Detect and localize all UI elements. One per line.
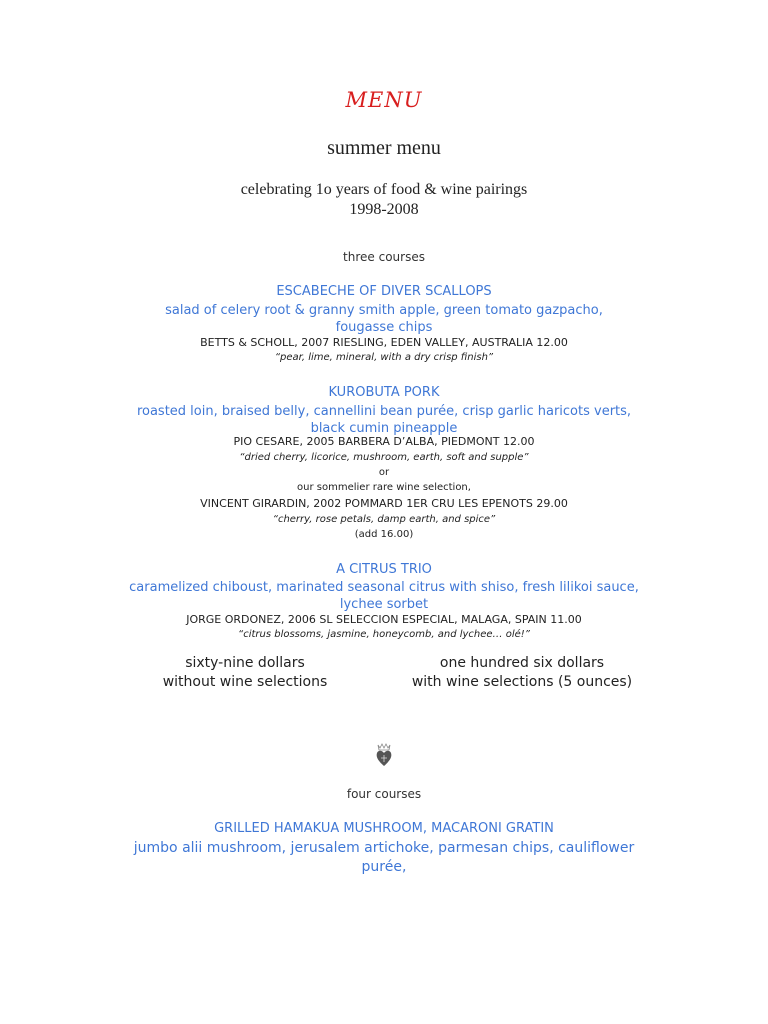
add-price: (add 16.00) [354,529,414,540]
dish-name: KUROBUTA PORK [328,385,440,400]
dish-description [0,403,768,437]
four-courses-heading: four courses [346,787,422,801]
tasting-note: “citrus blossoms, jasmine, honeycomb, and lychee… olé!” [238,629,530,640]
celebration-years: 1998-2008 [349,201,419,218]
dish-description-line: jumbo alii mushroom, jerusalem artichoke, parmesan chips, cauliflower [133,840,635,856]
menu-title: MENU [345,88,423,112]
price-amount: one hundred six dollars [439,655,605,671]
dish-description [0,302,768,336]
celebration-text: celebrating 1o years of food & wine pairings [240,181,528,198]
dish-name: ESCABECHE OF DIVER SCALLOPS [276,284,492,299]
tasting-note: “pear, lime, mineral, with a dry crisp finish” [274,352,494,363]
dish-name: A CITRUS TRIO [336,562,432,577]
wine-pairing: PIO CESARE, 2005 BARBERA D’ALBA, PIEDMONT 12.00 [233,435,535,448]
dish-description-line: lychee sorbet [339,597,429,612]
menu-subtitle: summer menu [327,137,441,159]
wine-pairing-rare: VINCENT GIRARDIN, 2002 POMMARD 1ER CRU LES EPENOTS 29.00 [200,497,568,510]
dish-description-line: black cumin pineapple [310,421,458,436]
wine-pairing: JORGE ORDONEZ, 2006 SL SELECCION ESPECIAL, MALAGA, SPAIN 11.00 [186,613,582,626]
price-with-wine [392,654,652,692]
price-without-wine [130,654,360,692]
dish-name: GRILLED HAMAKUA MUSHROOM, MACARONI GRATIN [214,821,554,836]
dish-description-line: roasted loin, braised belly, cannellini bean purée, crisp garlic haricots verts, [136,404,632,419]
dish-description-line: caramelized chiboust, marinated seasonal citrus with shiso, fresh lilikoi sauce, [129,580,639,595]
celebration-line [0,180,768,220]
tasting-note: “dried cherry, licorice, mushroom, earth, soft and supple” [239,452,529,463]
dish-description-line: salad of celery root & granny smith apple, green tomato gazpacho, [165,303,603,318]
price-detail: without wine selections [162,674,328,690]
dish-description [0,839,768,877]
dish-description-line: purée, [361,859,407,875]
dish-description [0,579,768,613]
wine-pairing: BETTS & SCHOLL, 2007 RIESLING, EDEN VALLEY, AUSTRALIA 12.00 [200,336,568,349]
price-amount: sixty-nine dollars [185,655,305,671]
dish-description-line: fougasse chips [335,320,433,335]
heart-crest-icon [374,742,394,768]
sommelier-selection: our sommelier rare wine selection, [297,482,471,493]
or-separator: or [378,467,390,478]
price-detail: with wine selections (5 ounces) [411,674,633,690]
three-courses-heading: three courses [343,250,425,264]
tasting-note-rare: “cherry, rose petals, damp earth, and spice” [272,514,496,525]
